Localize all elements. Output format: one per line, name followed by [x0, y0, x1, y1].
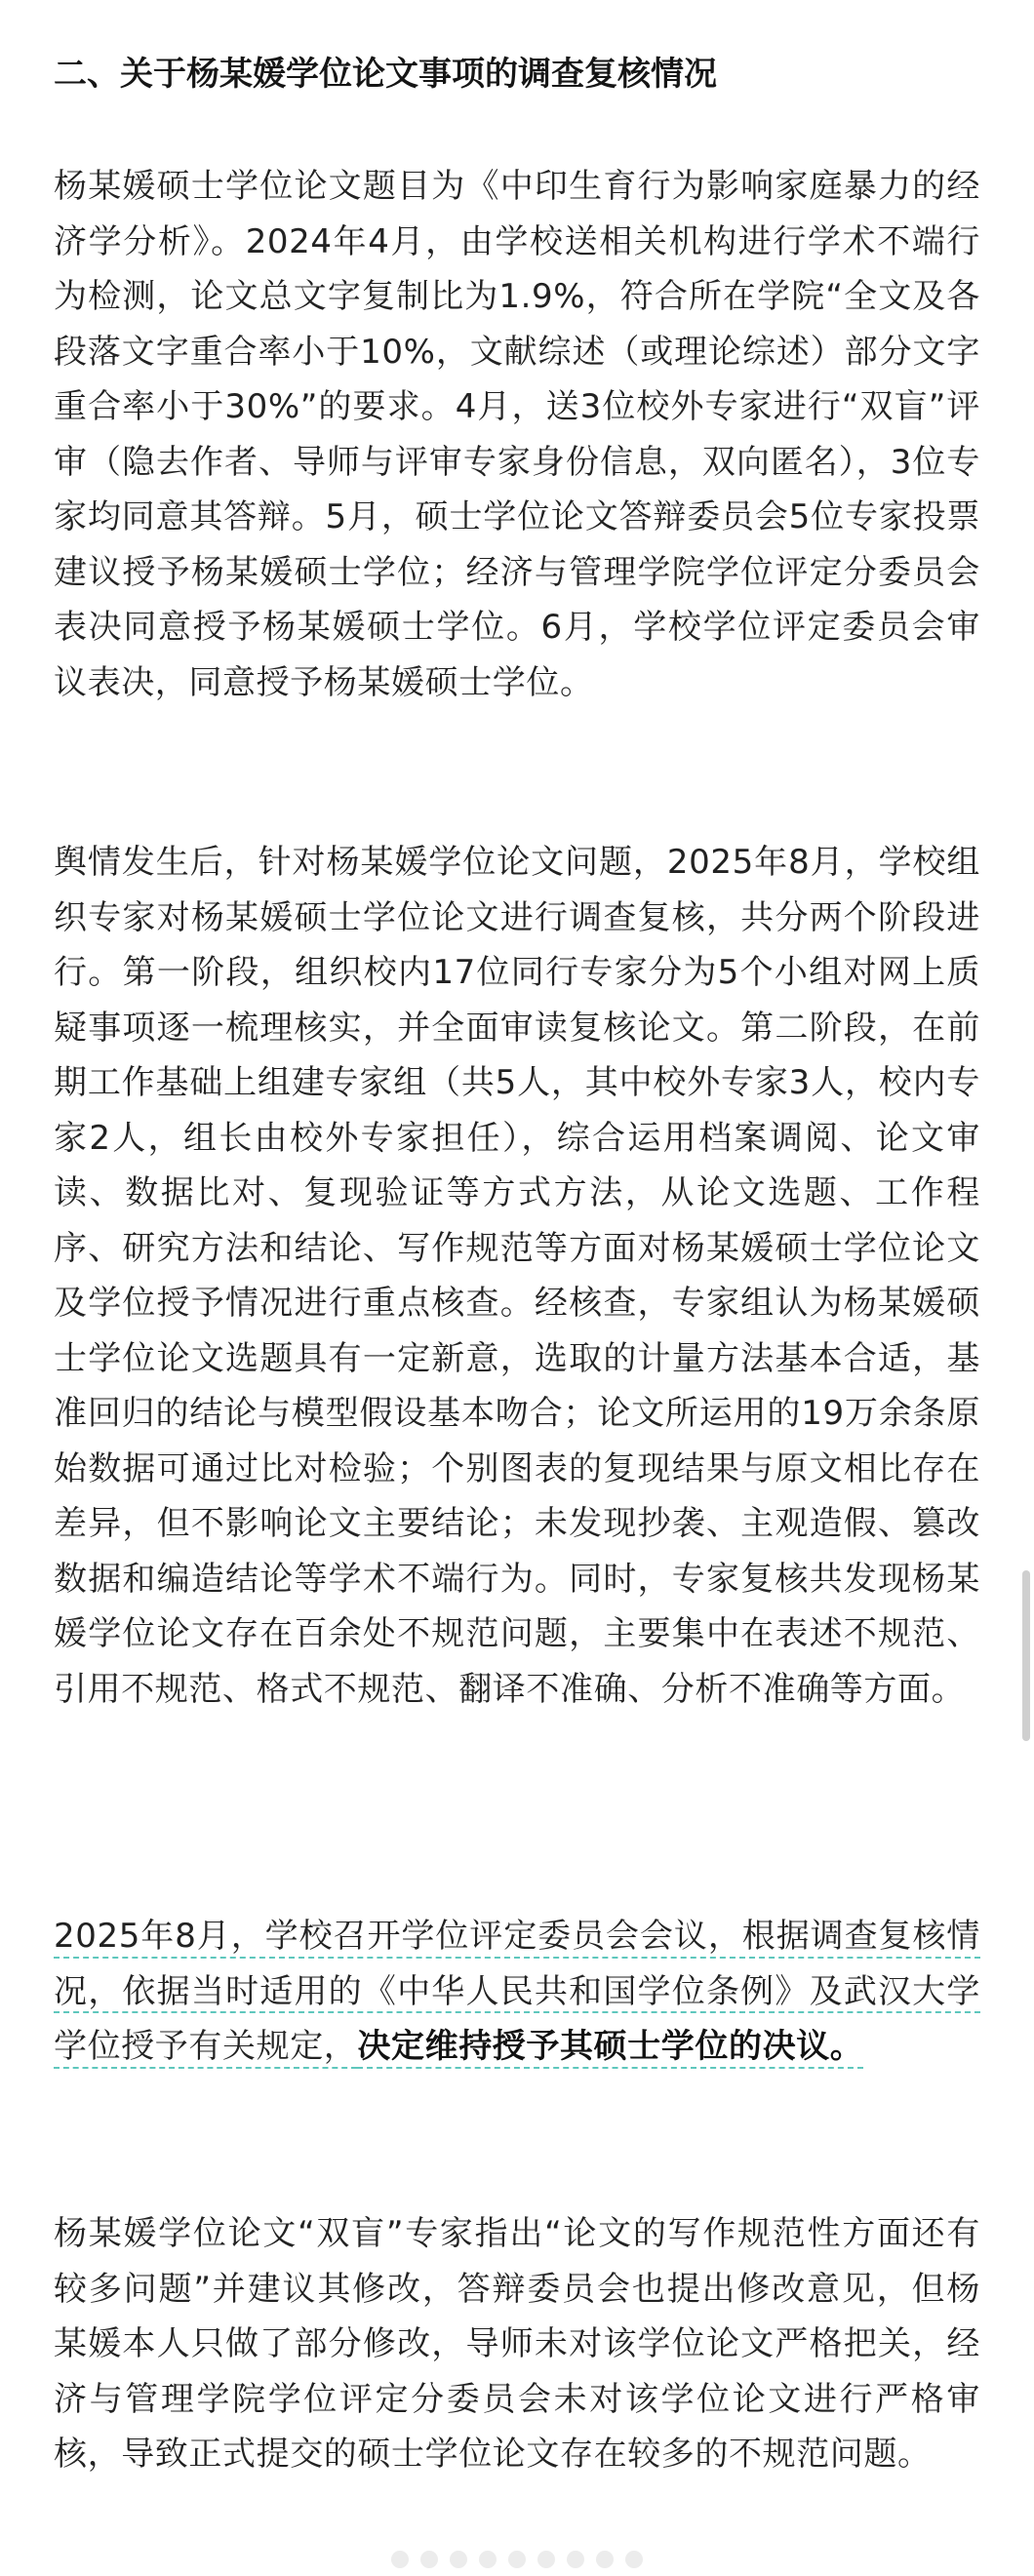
- indicator-dot: [625, 2551, 643, 2568]
- indicator-dot: [450, 2551, 467, 2568]
- indicator-dot: [537, 2551, 555, 2568]
- indicator-dot: [420, 2551, 438, 2568]
- indicator-dot: [479, 2551, 497, 2568]
- indicator-dot: [391, 2551, 409, 2568]
- highlighted-bold-decision[interactable]: 决定维持授予其硕士学位的决议。: [357, 2027, 864, 2066]
- paragraph-responsibility: 杨某媛学位论文“双盲”专家指出“论文的写作规范性方面还有较多问题”并建议其修改，答辩委员会也提出修改意见，但杨某媛本人只做了部分修改，导师未对该学位论文严格把关，经济与管理学院学位评定分委员会未对该学位论文进行严格审核，导致正式提交的硕士学位论文存在较多的不规范问题。: [54, 2214, 980, 2474]
- paragraph-investigation: 舆情发生后，针对杨某媛学位论文问题，2025年8月，学校组织专家对杨某媛硕士学位论文进行调查复核，共分两个阶段进行。第一阶段，组织校内17位同行专家分为5个小组对网上质疑事项逐一梳理核实，并全面审读复核论文。第二阶段，在前期工作基础上组建专家组（共5人，其中校外专家3人，校内专家2人，组长由校外专家担任），综合运用档案调阅、论文审读、数据比对、复现验证等方式方法，从论文选题、工作程序、研究方法和结论、写作规范等方面对杨某媛硕士学位论文及学位授予情况进行重点核查。经核查，专家组认为杨某媛硕士学位论文选题具有一定新意，选取的计量方法基本合适，基准回归的结论与模型假设基本吻合；论文所运用的19万余条原始数据可通过比对检验；个别图表的复现结果与原文相比存在差异，但不影响论文主要结论；未发现抄袭、主观造假、篡改数据和编造结论等学术不端行为。同时，专家复核共发现杨某媛学位论文存在百余处不规范问题，主要集中在表述不规范、引用不规范、格式不规范、翻译不准确、分析不准确等方面。: [54, 843, 980, 1709]
- indicator-dot: [567, 2551, 584, 2568]
- paragraph-thesis-review: 杨某媛硕士学位论文题目为《中印生育行为影响家庭暴力的经济学分析》。2024年4月，由学校送相关机构进行学术不端行为检测，论文总文字复制比为1.9%，符合所在学院“全文及各段落文字重合率小于10%，文献综述（或理论综述）部分文字重合率小于30%”的要求。4月，送3位校外专家进行“双盲”评审（隐去作者、导师与评审专家身份信息，双向匿名），3位专家均同意其答辩。5月，硕士学位论文答辩委员会5位专家投票建议授予杨某媛硕士学位；经济与管理学院学位评定分委员会表决同意授予杨某媛硕士学位。6月，学校学位评定委员会审议表决，同意授予杨某媛硕士学位。: [54, 167, 980, 702]
- scrollbar-thumb[interactable]: [1022, 1570, 1030, 1741]
- highlighted-text[interactable]: 2025年8月，学校召开学位评定委员会会议，根据调查复核情况，依据当时适用的《中华人民共和国学位条例》及武汉大学学位授予有关规定，: [54, 1917, 980, 2066]
- page-indicator: [391, 2551, 643, 2568]
- section-heading: 二、关于杨某媛学位论文事项的调查复核情况: [54, 55, 717, 94]
- paragraph-decision: [54, 1909, 980, 2075]
- indicator-dot: [508, 2551, 526, 2568]
- indicator-dot: [596, 2551, 614, 2568]
